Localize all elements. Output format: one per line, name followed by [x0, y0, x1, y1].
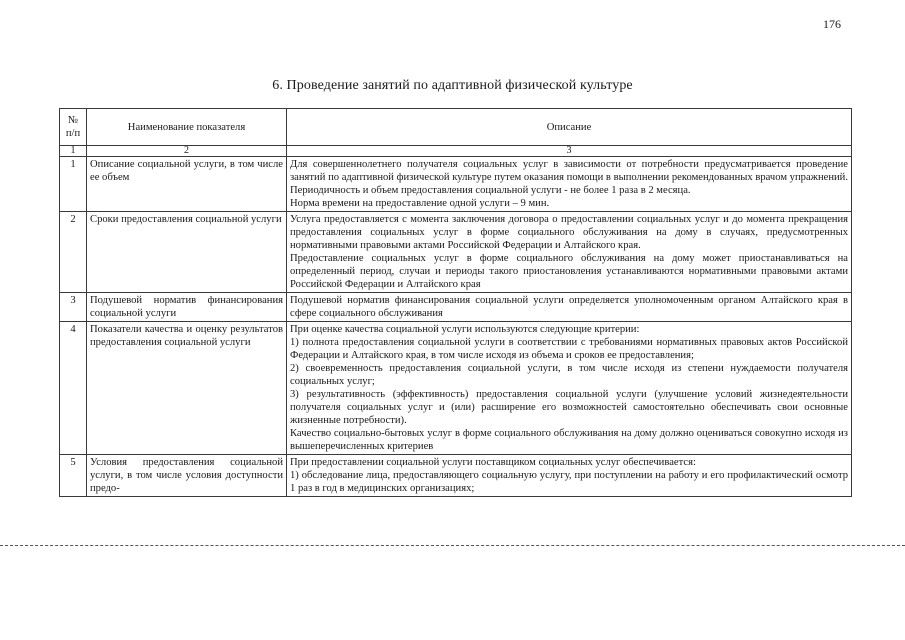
description-paragraph: 1) обследование лица, предоставляющего социальную услугу, при поступлении на работу и его профилактический осмотр 1 раз в год в медицинских организациях; [290, 470, 848, 494]
table-row [60, 293, 852, 322]
row-number: 5 [60, 455, 87, 497]
indicator-description [287, 455, 852, 497]
description-paragraph: 1) полнота предоставления социальной услуги в соответствии с требованиями нормативных правовых актов Российской Федерации и Алтайского края, в том числе исходя из объема и сроков ее предоставления; [290, 337, 848, 361]
column-number-2: 2 [87, 146, 287, 157]
row-number: 2 [60, 212, 87, 293]
table-row [60, 455, 852, 497]
table-header-row [60, 109, 852, 146]
column-number-1: 1 [60, 146, 87, 157]
description-paragraph: При оценке качества социальной услуги используются следующие критерии: [290, 324, 640, 335]
row-number: 4 [60, 322, 87, 455]
indicator-description [287, 322, 852, 455]
table-row [60, 322, 852, 455]
column-number-3: 3 [287, 146, 852, 157]
header-name: Наименование показателя [87, 109, 287, 146]
description-paragraph: Качество социально-бытовых услуг в форме социального обслуживания на дому должно оцениваться совокупно исходя из вышеперечисленных критериев [290, 428, 848, 452]
row-number: 3 [60, 293, 87, 322]
description-paragraph: Для совершеннолетнего получателя социальных услуг в зависимости от потребности предусматривается проведение занятий по адаптивной физической культуре путем оказания помощи в выполнении рекомендованных врачом упражнений. Периодичность и объем предоставления социальной услуги - не более 1 раза в 2 месяца. [290, 159, 848, 196]
page-number: 176 [823, 17, 841, 31]
indicator-name: Сроки предоставления социальной услуги [87, 212, 287, 293]
description-paragraph: При предоставлении социальной услуги поставщиком социальных услуг обеспечивается: [290, 457, 696, 468]
indicator-name: Подушевой норматив финансирования социальной услуги [87, 293, 287, 322]
description-paragraph: Услуга предоставляется с момента заключения договора о предоставлении социальных услуг и до момента прекращения предоставления социальных услуг в форме социального обслуживания на дому в случаях, предусмотренных нормативными правовыми актами Российской Федерации и Алтайского края. [290, 214, 848, 251]
column-numbering-row [60, 146, 852, 157]
description-paragraph: 2) своевременность предоставления социальной услуги, в том числе исходя из степени нуждаемости получателя социальных услуг; [290, 363, 848, 387]
indicator-name: Показатели качества и оценку результатов предоставления социальной услуги [87, 322, 287, 455]
section-title: 6. Проведение занятий по адаптивной физической культуре [272, 78, 633, 93]
indicator-description [287, 157, 852, 212]
description-paragraph: Предоставление социальных услуг в форме социального обслуживания на дому может приостанавливаться на определенный период, случаи и периоды такого приостановления устанавливаются нормативными правовыми актами Российской Федерации и Алтайского края [290, 253, 848, 290]
description-paragraph: Норма времени на предоставление одной услуги – 9 мин. [290, 198, 550, 209]
indicator-description [287, 212, 852, 293]
service-table [59, 108, 852, 497]
description-paragraph: 3) результативность (эффективность) предоставления социальной услуги (улучшение условий жизнедеятельности получателя социальных услуг и (или) расширение его возможностей самостоятельно обеспечивать свои основные жизненные потребности). [290, 389, 848, 426]
indicator-description [287, 293, 852, 322]
header-num: № п/п [60, 109, 87, 146]
table-row [60, 212, 852, 293]
indicator-name: Описание социальной услуги, в том числе ее объем [87, 157, 287, 212]
scan-fold-line [0, 545, 905, 546]
header-desc: Описание [287, 109, 852, 146]
row-number: 1 [60, 157, 87, 212]
description-paragraph: Подушевой норматив финансирования социальной услуги определяется уполномоченным органом Алтайского края в сфере социального обслуживания [290, 295, 848, 319]
table-row [60, 157, 852, 212]
indicator-name: Условия предоставления социальной услуги, в том числе условия доступности предо- [87, 455, 287, 497]
